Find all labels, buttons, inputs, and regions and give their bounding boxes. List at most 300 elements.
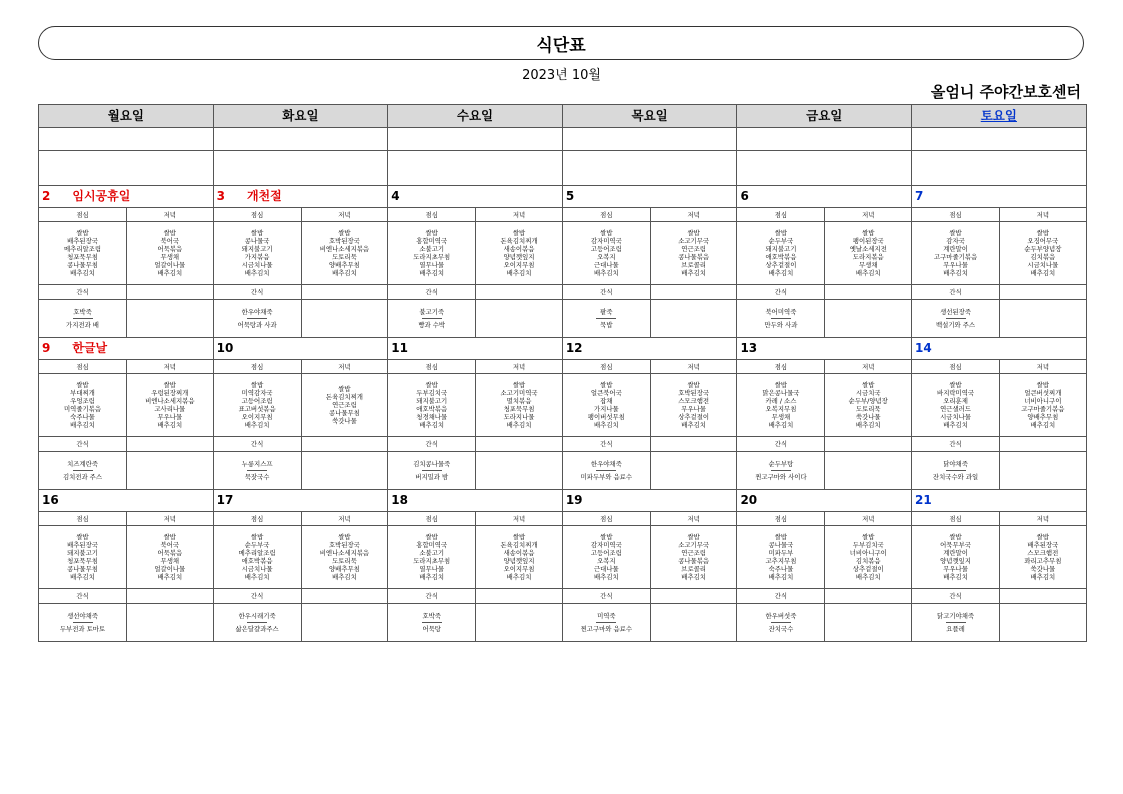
menu-item: 쌀밥 (163, 381, 176, 389)
snack-menu (388, 452, 476, 490)
dinner-menu (127, 374, 214, 437)
menu-item: 감자국 (946, 237, 965, 245)
menu-item: 호박된장국 (328, 237, 360, 245)
snack-item: 생선된장죽 (940, 308, 971, 316)
date-number: 14 (915, 341, 932, 355)
dinner-label: 저녁 (476, 512, 563, 526)
lunch-label: 점심 (737, 208, 825, 222)
snack-item: 만두와 사과 (764, 321, 798, 329)
dinner-menu (127, 222, 214, 285)
menu-item: 쌀밥 (949, 229, 962, 237)
snack-item: 김치콩나물죽 (413, 460, 451, 468)
date-cell (737, 490, 912, 512)
dinner-label: 저녁 (127, 360, 214, 374)
menu-item: 두부김치국 (852, 541, 884, 549)
snack-label: 간식 (39, 437, 127, 452)
snack-divider (247, 470, 267, 471)
menu-item: 배추김치 (332, 269, 357, 277)
menu-item: 쌀밥 (1036, 229, 1050, 237)
snack-menu (39, 452, 127, 490)
menu-item: 쌀밥 (338, 385, 351, 393)
snack-item: 어묵탕과 사과 (237, 321, 277, 329)
dinner-menu (825, 526, 912, 589)
holiday-name: 개천절 (246, 189, 282, 203)
snack-divider (247, 622, 267, 623)
date-number: 7 (915, 189, 924, 203)
snack-blank (650, 437, 737, 452)
date-number: 20 (740, 493, 758, 507)
snack-label: 간식 (562, 437, 650, 452)
menu-item: 청경채나물 (416, 413, 448, 421)
blank-cell (737, 128, 912, 151)
menu-item: 두부김치국 (416, 389, 448, 397)
snack-item: 어묵탕 (422, 625, 441, 633)
lunch-label: 점심 (562, 208, 650, 222)
menu-item: 오리훈제 (943, 397, 968, 405)
snack-blank (825, 437, 912, 452)
snack-blank (825, 589, 912, 604)
date-cell (737, 338, 912, 360)
menu-item: 배추김치 (419, 573, 445, 581)
dinner-label: 저녁 (476, 360, 563, 374)
snack-menu (213, 300, 301, 338)
menu-item: 배추김치 (943, 573, 968, 581)
menu-item: 시금치나물 (940, 413, 971, 421)
menu-item: 콩나물무침 (67, 565, 98, 573)
menu-item: 꽈리고추무침 (1024, 557, 1062, 565)
menu-item: 감자미역국 (590, 237, 622, 245)
snack-blank (127, 604, 214, 642)
holiday-name: 한글날 (72, 341, 108, 355)
menu-item: 상추겉절이 (678, 413, 710, 421)
menu-item: 애호박볶음 (765, 253, 797, 261)
snack-blank (476, 604, 563, 642)
lunch-menu (388, 222, 476, 285)
date-cell (562, 338, 737, 360)
dinner-menu (1000, 526, 1087, 589)
lunch-label: 점심 (39, 208, 127, 222)
snack-blank (476, 589, 563, 604)
menu-item: 부대찌개 (70, 389, 95, 397)
menu-item: 메추리알조림 (63, 245, 102, 253)
dinner-menu (650, 526, 737, 589)
blank-cell (213, 151, 388, 186)
snack-menu (562, 452, 650, 490)
menu-item: 배추김치 (855, 573, 881, 581)
menu-item: 배추김치 (768, 421, 794, 429)
snack-item: 백설기와 주스 (936, 321, 976, 329)
date-number: 2 (42, 189, 51, 203)
lunch-label: 점심 (562, 360, 650, 374)
menu-item: 배추김치 (157, 573, 183, 581)
menu-item: 도토리묵 (855, 405, 881, 413)
menu-item: 배추김치 (681, 573, 706, 581)
menu-item: 배추김치 (244, 269, 270, 277)
menu-item: 연근조림 (681, 245, 706, 253)
menu-item: 배추김치 (855, 269, 881, 277)
lunch-menu (213, 526, 301, 589)
date-cell (388, 338, 563, 360)
snack-divider (73, 318, 93, 319)
menu-item: 시금치나물 (241, 261, 273, 269)
menu-item: 배추김치 (244, 421, 270, 429)
menu-item: 가지볶음 (244, 253, 270, 261)
snack-item: 치즈계란죽 (67, 460, 98, 468)
dinner-menu (476, 526, 563, 589)
menu-item: 배추김치 (768, 573, 794, 581)
menu-item: 연근조림 (332, 401, 357, 409)
date-cell (562, 490, 737, 512)
menu-item: 무우나물 (681, 405, 706, 413)
date-cell (388, 490, 563, 512)
menu-item: 쌀밥 (338, 229, 351, 237)
menu-item: 쑥갓나물 (855, 413, 881, 421)
menu-title: 식단표 (38, 26, 1084, 60)
date-number: 10 (216, 341, 234, 355)
lunch-menu (213, 374, 301, 437)
menu-item: 돈육김치찌개 (500, 237, 538, 245)
day-header: 월요일 (39, 105, 214, 128)
snack-blank (825, 452, 912, 490)
menu-item: 돼지불고기 (765, 245, 797, 253)
menu-item: 배추김치 (593, 573, 619, 581)
date-cell (39, 186, 214, 208)
snack-blank (127, 589, 214, 604)
menu-item: 도토리묵 (332, 557, 357, 565)
lunch-label: 점심 (39, 360, 127, 374)
menu-item: 쌀밥 (512, 533, 526, 541)
menu-item: 돼지불고기 (241, 245, 273, 253)
menu-item: 계란말이 (943, 245, 968, 253)
menu-item: 무생채 (160, 253, 180, 261)
snack-blank (825, 285, 912, 300)
menu-item: 쌀밥 (338, 533, 351, 541)
menu-item: 팽이버섯무침 (587, 413, 625, 421)
snack-label: 간식 (737, 589, 825, 604)
menu-item: 오징어무국 (1027, 237, 1059, 245)
menu-item: 배추된장국 (1027, 541, 1059, 549)
menu-item: 콩나물국 (244, 237, 270, 245)
menu-item: 너비아니구이 (1024, 397, 1062, 405)
menu-item: 쌀밥 (425, 381, 438, 389)
holiday-name: 임시공휴일 (72, 189, 131, 203)
snack-divider (946, 318, 966, 319)
menu-item: 소고기무국 (678, 541, 710, 549)
menu-item: 돈육김치찌개 (325, 393, 363, 401)
snack-blank (825, 300, 912, 338)
menu-item: 오복지무침 (765, 405, 797, 413)
menu-item: 콩나물무침 (328, 409, 360, 417)
menu-item: 청포묵무침 (67, 253, 98, 261)
menu-item: 숙주나물 (768, 565, 794, 573)
menu-item: 도라지초무침 (413, 253, 451, 261)
blank-cell (737, 151, 912, 186)
menu-item: 미역감자국 (241, 389, 273, 397)
menu-item: 오복지 (597, 557, 616, 565)
date-cell (912, 338, 1087, 360)
snack-item: 순두부탕 (768, 460, 794, 468)
menu-item: 애호박볶음 (416, 405, 448, 413)
snack-item: 한우야채죽 (241, 308, 273, 316)
menu-item: 배추김치 (1030, 573, 1056, 581)
menu-item: 쌀밥 (862, 381, 875, 389)
lunch-menu (912, 374, 1000, 437)
snack-divider (771, 470, 791, 471)
snack-label: 간식 (737, 285, 825, 300)
menu-item: 애호박볶음 (241, 557, 273, 565)
menu-item: 고구마줄기볶음 (1021, 405, 1065, 413)
blank-cell (562, 128, 737, 151)
snack-item: 한우시래기죽 (238, 612, 276, 620)
menu-item: 팽이된장국 (852, 237, 884, 245)
dinner-label: 저녁 (825, 512, 912, 526)
dinner-menu (650, 222, 737, 285)
date-number: 12 (565, 341, 583, 355)
menu-item: 배추김치 (1030, 421, 1056, 429)
dinner-label: 저녁 (1000, 208, 1087, 222)
lunch-label: 점심 (388, 360, 476, 374)
snack-menu (912, 604, 1000, 642)
snack-divider (422, 622, 442, 623)
snack-divider (73, 622, 93, 623)
blank-cell (213, 128, 388, 151)
snack-blank (1000, 285, 1087, 300)
menu-item: 배추김치 (506, 421, 532, 429)
lunch-menu (39, 222, 127, 285)
snack-label: 간식 (213, 285, 301, 300)
menu-item: 고구마줄기볶음 (933, 253, 978, 261)
blank-cell (912, 128, 1087, 151)
menu-item: 홍합미역국 (416, 237, 448, 245)
menu-item: 카레 / 소스 (765, 397, 797, 405)
date-number: 4 (391, 189, 400, 203)
snack-menu (562, 300, 650, 338)
snack-menu (737, 604, 825, 642)
menu-item: 쌀밥 (774, 381, 788, 389)
menu-item: 배추김치 (419, 269, 445, 277)
snack-blank (650, 452, 737, 490)
snack-blank (476, 285, 563, 300)
menu-item: 브로콜리 (681, 261, 706, 269)
menu-item: 연근조림 (681, 549, 706, 557)
menu-item: 고등어조림 (241, 397, 273, 405)
menu-item: 어묵무부국 (940, 541, 971, 549)
dinner-menu (127, 526, 214, 589)
date-number: 11 (391, 341, 408, 355)
date-cell (912, 490, 1087, 512)
menu-item: 쌀밥 (687, 229, 700, 237)
menu-item: 오복지 (597, 253, 616, 261)
menu-item: 얼큰북어국 (590, 389, 622, 397)
snack-item: 닭고기야채죽 (937, 612, 975, 620)
menu-item: 소불고기 (419, 549, 445, 557)
menu-item: 배추김치 (70, 573, 95, 581)
snack-divider (422, 470, 442, 471)
date-number: 3 (216, 189, 225, 203)
menu-item: 청포묵무침 (503, 405, 535, 413)
menu-item: 가지나물 (593, 405, 619, 413)
date-number: 19 (565, 493, 583, 507)
date-number: 21 (915, 493, 932, 507)
menu-item: 양배추무침 (328, 261, 360, 269)
menu-item: 쌀밥 (949, 381, 962, 389)
snack-item: 요플레 (946, 625, 965, 633)
menu-item: 고등어조림 (590, 245, 622, 253)
menu-item: 쌀밥 (862, 229, 875, 237)
menu-item: 열무나물 (419, 261, 445, 269)
blank-cell (388, 128, 563, 151)
snack-blank (301, 285, 388, 300)
snack-item: 한우야채죽 (590, 460, 622, 468)
menu-item: 새송이볶음 (503, 549, 535, 557)
menu-item: 도토리묵 (332, 253, 357, 261)
lunch-menu (39, 374, 127, 437)
snack-item: 잔치국수와 과일 (932, 473, 979, 481)
menu-item: 콩나물국 (768, 541, 794, 549)
menu-item: 오이지무침 (241, 413, 273, 421)
menu-item: 배추김치 (1030, 269, 1056, 277)
menu-item: 소고기미역국 (500, 389, 538, 397)
snack-label: 간식 (912, 437, 1000, 452)
date-cell (213, 490, 388, 512)
menu-item: 배추김치 (593, 421, 619, 429)
menu-item: 쌀밥 (512, 381, 526, 389)
date-cell (39, 338, 214, 360)
date-cell (213, 338, 388, 360)
menu-item: 쑥갓나물 (332, 417, 357, 425)
menu-item: 쌀밥 (163, 533, 176, 541)
menu-item: 콩나물무침 (67, 261, 98, 269)
blank-cell (912, 151, 1087, 186)
menu-item: 홍합미역국 (416, 541, 448, 549)
snack-label: 간식 (737, 437, 825, 452)
menu-item: 멸치볶음 (506, 397, 532, 405)
menu-item: 돼지불고기 (416, 397, 448, 405)
menu-item: 콩나물볶음 (678, 253, 710, 261)
menu-item: 배추김치 (593, 269, 619, 277)
day-header: 목요일 (562, 105, 737, 128)
date-cell (388, 186, 563, 208)
menu-item: 호박된장국 (678, 389, 710, 397)
dinner-label: 저녁 (476, 208, 563, 222)
menu-item: 쌀밥 (76, 381, 89, 389)
dinner-menu (825, 222, 912, 285)
snack-item: 미역죽 (597, 612, 616, 620)
snack-item: 가지전과 배 (66, 321, 99, 329)
menu-item: 호박된장국 (328, 541, 360, 549)
menu-item: 쌀밥 (774, 229, 788, 237)
snack-blank (1000, 452, 1087, 490)
menu-item: 배추김치 (157, 269, 183, 277)
menu-item: 무우나물 (943, 261, 968, 269)
menu-item: 양념깻잎지 (503, 253, 535, 261)
menu-item: 어묵볶음 (157, 245, 183, 253)
snack-item: 찐고구마와 음료수 (580, 625, 633, 633)
date-cell (39, 490, 214, 512)
menu-item: 배추김치 (855, 421, 881, 429)
snack-divider (247, 318, 267, 319)
menu-item: 메추리알조림 (238, 549, 276, 557)
date-number: 16 (42, 493, 59, 507)
dinner-label: 저녁 (127, 208, 214, 222)
lunch-label: 점심 (388, 208, 476, 222)
blank-cell (388, 151, 563, 186)
menu-item: 쌀밥 (512, 229, 526, 237)
lunch-menu (912, 222, 1000, 285)
menu-item: 쌀밥 (600, 533, 613, 541)
snack-blank (127, 285, 214, 300)
date-cell (912, 186, 1087, 208)
menu-item: 쌀밥 (76, 533, 89, 541)
snack-label: 간식 (39, 589, 127, 604)
menu-item: 순두부/양념장 (848, 397, 888, 405)
snack-blank (127, 437, 214, 452)
snack-item: 빵과 수박 (418, 321, 446, 329)
menu-item: 양배추무침 (328, 565, 360, 573)
center-name: 올엄니 주야간보호센터 (930, 83, 1081, 101)
snack-item: 묵잣국수 (244, 473, 270, 481)
snack-divider (596, 622, 616, 623)
menu-item: 쌀밥 (774, 533, 788, 541)
menu-item: 배추김치 (768, 269, 794, 277)
menu-item: 배추김치 (506, 573, 532, 581)
menu-item: 배추김치 (681, 269, 706, 277)
lunch-label: 점심 (912, 512, 1000, 526)
snack-item: 찐고구마와 사이다 (755, 473, 807, 481)
lunch-label: 점심 (388, 512, 476, 526)
lunch-label: 점심 (912, 360, 1000, 374)
date-cell (737, 186, 912, 208)
menu-item: 잡채 (600, 397, 613, 405)
menu-item: 고추지무침 (765, 557, 797, 565)
snack-label: 간식 (213, 589, 301, 604)
menu-item: 새송이볶음 (503, 245, 535, 253)
menu-item: 무생채 (858, 261, 878, 269)
snack-item: 닭야채죽 (943, 460, 968, 468)
date-number: 6 (740, 189, 749, 203)
menu-item: 소고기무국 (678, 237, 710, 245)
snack-blank (301, 452, 388, 490)
menu-item: 배추김치 (506, 269, 532, 277)
menu-item: 열무나물 (419, 565, 445, 573)
blank-cell (39, 128, 214, 151)
lunch-label: 점심 (213, 208, 301, 222)
menu-item: 연근샐러드 (940, 405, 971, 413)
snack-label: 간식 (562, 285, 650, 300)
snack-divider (771, 318, 791, 319)
menu-item: 무생채 (160, 557, 180, 565)
snack-blank (650, 589, 737, 604)
snack-divider (946, 470, 966, 471)
menu-item: 쌀밥 (250, 229, 264, 237)
dinner-menu (301, 526, 388, 589)
lunch-menu (213, 222, 301, 285)
snack-label: 간식 (388, 437, 476, 452)
menu-item: 쌀밥 (600, 381, 613, 389)
menu-item: 비엔나소세지볶음 (319, 549, 370, 557)
menu-item: 어묵볶음 (157, 549, 183, 557)
lunch-menu (388, 526, 476, 589)
snack-blank (476, 437, 563, 452)
menu-item: 근대나물 (593, 261, 619, 269)
menu-item: 바지락미역국 (937, 389, 975, 397)
blank-cell (562, 151, 737, 186)
snack-menu (388, 604, 476, 642)
dinner-label: 저녁 (650, 360, 737, 374)
menu-item: 숙주나물 (70, 413, 95, 421)
menu-item: 맑은콩나물국 (762, 389, 800, 397)
menu-item: 얼갈이나물 (154, 565, 186, 573)
